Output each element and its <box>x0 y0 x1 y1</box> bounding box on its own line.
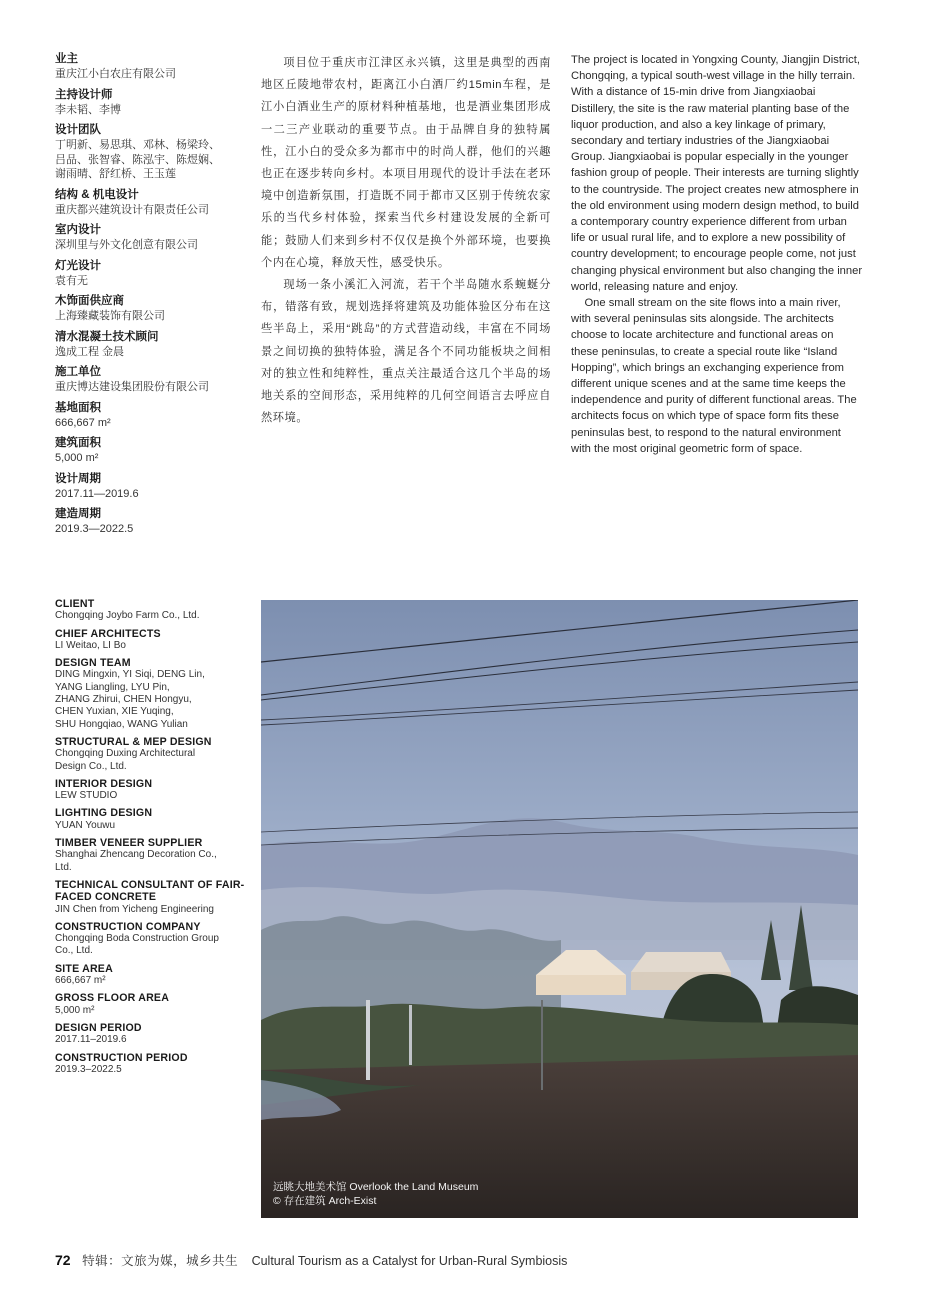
credit-label: DESIGN TEAM <box>55 657 131 670</box>
landscape-photo-drawing <box>261 600 858 1218</box>
credit-value <box>55 380 245 395</box>
credit-item <box>55 123 245 182</box>
credit-value-line: 2019.3—2022.5 <box>55 523 134 535</box>
credit-item <box>55 657 245 731</box>
credit-value-line: DING Mingxin, YI Siqi, DENG Lin, <box>55 669 205 681</box>
credit-label: INTERIOR DESIGN <box>55 777 153 790</box>
credit-value <box>55 345 245 360</box>
credit-value-line: 逸成工程 金晨 <box>55 345 125 358</box>
credit-value-line: 谢雨晴、舒红桥、王玉莲 <box>55 168 176 180</box>
credit-value <box>55 416 245 431</box>
caption-credit: © 存在建筑 Arch-Exist <box>273 1194 377 1207</box>
cn-credits <box>55 52 245 543</box>
credit-item <box>55 294 245 324</box>
credit-value <box>55 103 245 118</box>
credit-value-line: LEW STUDIO <box>55 790 118 802</box>
credit-item <box>55 223 245 253</box>
credit-label: 设计周期 <box>55 472 101 485</box>
credit-item <box>55 401 245 431</box>
credit-value-line: 深圳里与外文化创意有限公司 <box>55 239 198 251</box>
credit-value <box>55 849 245 874</box>
credit-item <box>55 472 245 502</box>
credit-label: 建造周期 <box>55 508 101 520</box>
credit-value-line: ZHANG Zhirui, CHEN Hongyu, <box>55 694 192 706</box>
credit-value-line: LI Weitao, LI Bo <box>55 639 126 651</box>
credit-value <box>55 1064 245 1076</box>
cn-paragraph-1: 项目位于重庆市江津区永兴镇，这里是典型的西南地区丘陵地带农村，距离江小白酒厂约15min车程，是江小白酒业生产的原材料种植基地，也是酒业集团形成一二三产业联动的重要节点。由于品牌自身的独特属性，江小白的受众多为都市中的时尚人群，他们的兴趣也正在逐步转向乡村。本项目用现代的设计手法在老环境中创造新氛围，打造既不同于都市又区别于传统农家乐的当代乡村体验，探索当代乡村建设发展的全新可能；鼓励人们来到乡村不仅仅是换个外部环境，也要换个内在心境，释放天性，感受快乐。 <box>261 57 551 269</box>
credit-item <box>55 879 245 916</box>
credit-item <box>55 1022 245 1047</box>
credit-value-line: Design Co., Ltd. <box>55 760 127 772</box>
credit-label: 室内设计 <box>55 224 101 236</box>
credit-value-line: SHU Hongqiao, WANG Yulian <box>55 718 188 730</box>
credit-item <box>55 598 245 623</box>
credit-label: GROSS FLOOR AREA <box>55 992 170 1005</box>
credit-value-line: Chongqing Boda Construction Group <box>55 933 219 945</box>
credit-value-line: 666,667 m² <box>55 975 106 987</box>
credit-label: TECHNICAL CONSULTANT OF FAIR-FACED CONCRETE <box>55 878 245 904</box>
credit-item <box>55 365 245 395</box>
credit-value <box>55 933 245 958</box>
credit-item <box>55 807 245 832</box>
credit-value <box>55 309 245 324</box>
credit-label: LIGHTING DESIGN <box>55 807 153 820</box>
credit-value-line: 666,667 m² <box>55 416 111 429</box>
credit-value <box>55 274 245 289</box>
credit-value-line: CHEN Yuxian, XIE Yuqing, <box>55 706 174 718</box>
credit-item <box>55 837 245 874</box>
credit-item <box>55 52 245 82</box>
credit-value <box>55 669 245 730</box>
credit-value <box>55 904 245 916</box>
credit-item <box>55 259 245 289</box>
en-paragraph-1: The project is located in Yongxing County, Jiangjin District, Chongqing, a typical south-west village in the hilly terrain. With a distance of 15-min drive from Jiangxiaobai Distillery, the site is the raw material planting base of the liquor production, and also a key linkage of primary, secondary and tertiary industries of the Jiangxiaobai Group. Jiangxiaobai is popular especially in the younger fashion group of people. Their interests are turning slightly to the countryside. The project creates new atmosphere in the old environment using modern design method, to build a contemporary country experience different from urban life or usual rural life, and to explore a new possibility of country development; to encourage people come, not just changing physical environment but also changing the inner world, releasing nature and enjoy. <box>571 54 863 293</box>
credit-value <box>55 790 245 802</box>
credit-item <box>55 436 245 466</box>
credit-value <box>55 138 245 182</box>
en-body-text <box>571 52 863 457</box>
credit-value-line: 上海臻藏装饰有限公司 <box>55 310 165 322</box>
credit-value-line: Ltd. <box>55 861 72 873</box>
credit-value <box>55 748 245 773</box>
credit-value-line: JIN Chen from Yicheng Engineering <box>55 903 214 915</box>
credit-item <box>55 330 245 360</box>
credit-value-line: 丁明新、易思琪、邓林、杨梁玲、 <box>55 139 220 151</box>
page-footer <box>55 1251 567 1269</box>
credit-label: 清水混凝土技术顾问 <box>55 330 159 343</box>
credit-label: DESIGN PERIOD <box>55 1021 142 1034</box>
credit-value-line: 吕品、张智睿、陈泓宇、陈煜娴、 <box>55 153 220 166</box>
credit-value <box>55 522 245 537</box>
credit-item <box>55 88 245 118</box>
credit-value <box>55 487 245 502</box>
credit-value-line: 2019.3–2022.5 <box>55 1063 122 1075</box>
credit-value-line: YUAN Youwu <box>55 819 116 831</box>
credit-label: SITE AREA <box>55 962 113 975</box>
credit-value-line: 2017.11—2019.6 <box>55 487 139 500</box>
footer-section-cn: 特辑：文旅为媒，城乡共生 <box>82 1254 239 1268</box>
credit-value-line: 重庆都兴建筑设计有限责任公司 <box>55 203 209 216</box>
credit-value-line: 重庆博达建设集团股份有限公司 <box>55 381 209 393</box>
footer-section-en: Cultural Tourism as a Catalyst for Urban-Rural Symbiosis <box>251 1254 568 1268</box>
credit-label: 业主 <box>55 53 78 65</box>
en-paragraph-2: One small stream on the site flows into a main river, with several peninsulas sits alongside. The architects choose to locate architecture and functional areas on these peninsulas, to create a special route like “Island Hopping”, which brings an exchanging experience from different unique scenes and at the same time keeps the independence and purity of different functional areas. The architects focus on which type of space form fits these peninsulas best, to respond to the natural environment with the most original geometric form of space. <box>571 297 857 455</box>
credit-value <box>55 1034 245 1046</box>
credit-value <box>55 820 245 832</box>
credit-item <box>55 921 245 958</box>
landscape-photo <box>261 600 858 1218</box>
credit-item <box>55 507 245 537</box>
credit-value-line: YANG Liangling, LYU Pin, <box>55 681 170 693</box>
credit-value <box>55 67 245 82</box>
page-number: 72 <box>55 1252 71 1268</box>
credit-label: CONSTRUCTION PERIOD <box>55 1051 188 1064</box>
credit-value-line: 袁有无 <box>55 274 88 287</box>
credit-value <box>55 451 245 466</box>
credit-label: STRUCTURAL & MEP DESIGN <box>55 735 212 748</box>
credit-item <box>55 778 245 803</box>
credit-item <box>55 188 245 218</box>
credit-value <box>55 1005 245 1017</box>
credit-value-line: 2017.11–2019.6 <box>55 1034 127 1046</box>
credit-value-line: 5,000 m² <box>55 1004 95 1016</box>
credit-label: 基地面积 <box>55 401 101 414</box>
credit-value <box>55 975 245 987</box>
credit-value-line: 李未韬、李博 <box>55 103 121 116</box>
cn-paragraph-2: 现场一条小溪汇入河流，若干个半岛随水系蜿蜒分布，错落有致，规划选择将建筑及功能体验区分布在这些半岛上，采用“跳岛”的方式营造动线，丰富在不同场景之间切换的独特体验，满足各个不同功能板块之间相对的独立性和纯粹性，重点关注最适合这几个半岛的场地关系的空间形态，采用纯粹的几何空间语言去呼应自然环境。 <box>261 279 551 425</box>
photo-caption <box>273 1181 478 1208</box>
credit-value-line: 重庆江小白农庄有限公司 <box>55 68 176 80</box>
credit-label: 设计团队 <box>55 124 101 136</box>
credit-item <box>55 992 245 1017</box>
credit-label: 建筑面积 <box>55 437 101 449</box>
credit-item <box>55 1052 245 1077</box>
credit-value <box>55 640 245 652</box>
credit-label: 施工单位 <box>55 366 101 378</box>
credit-item <box>55 628 245 653</box>
credit-value-line: Shanghai Zhencang Decoration Co., <box>55 849 217 861</box>
credit-value-line: Chongqing Joybo Farm Co., Ltd. <box>55 610 200 622</box>
credit-value-line: 5,000 m² <box>55 452 99 464</box>
credit-value-line: Co., Ltd. <box>55 945 93 957</box>
en-credits <box>55 598 245 1081</box>
caption-title: 远眺大地美术馆 Overlook the Land Museum <box>273 1181 479 1193</box>
credit-label: 木饰面供应商 <box>55 295 124 307</box>
credit-item <box>55 963 245 988</box>
credit-label: CONSTRUCTION COMPANY <box>55 920 201 933</box>
credit-label: 灯光设计 <box>55 259 101 272</box>
credit-label: CHIEF ARCHITECTS <box>55 627 161 640</box>
credit-item <box>55 736 245 773</box>
credit-label: CLIENT <box>55 598 95 610</box>
cn-body-text <box>261 52 551 429</box>
credit-value <box>55 610 245 622</box>
credit-label: 结构 & 机电设计 <box>55 188 139 201</box>
credit-value <box>55 238 245 253</box>
credit-label: TIMBER VENEER SUPPLIER <box>55 837 203 850</box>
credit-label: 主持设计师 <box>55 88 113 101</box>
credit-value-line: Chongqing Duxing Architectural <box>55 748 196 760</box>
credit-value <box>55 203 245 218</box>
